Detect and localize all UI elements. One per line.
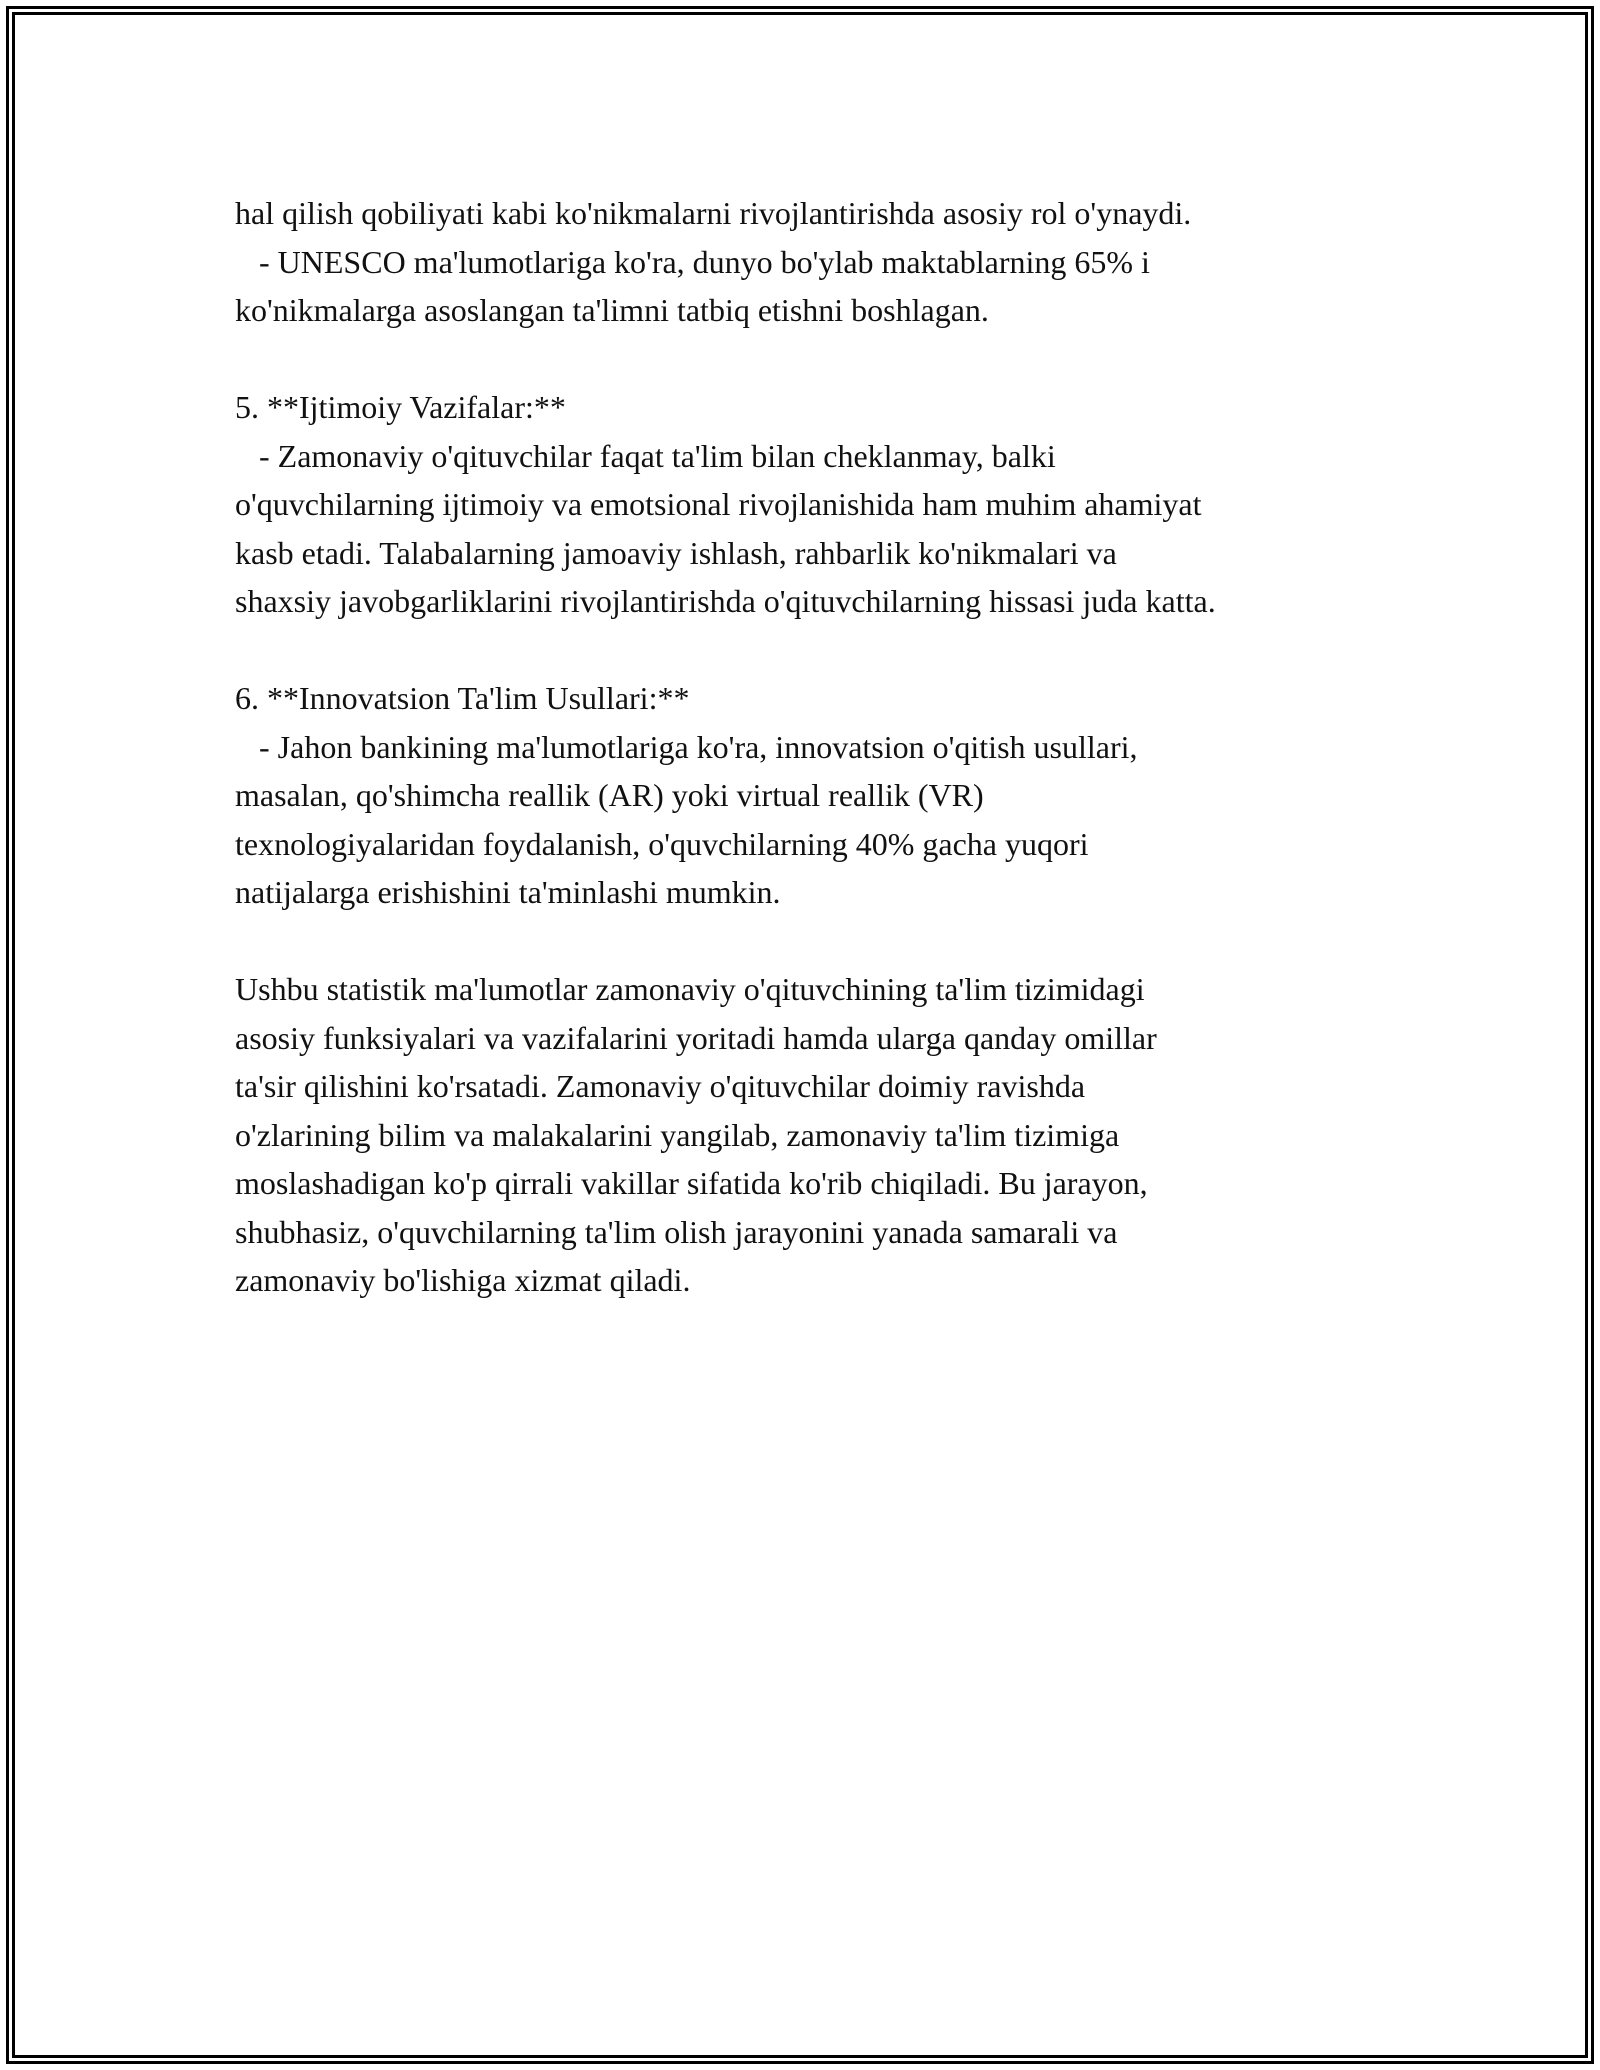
conclusion-paragraph [235,965,1385,1305]
document-body [235,189,1385,1305]
continuation-paragraph [235,189,1385,335]
text-line: zamonaviy bo'lishiga xizmat qiladi. [235,1262,691,1298]
paragraph-spacer [235,335,1385,384]
text-line: ko'nikmalarga asoslangan ta'limni tatbiq etishni boshlagan. [235,292,989,328]
text-line: - UNESCO ma'lumotlariga ko'ra, dunyo bo'ylab maktablarning 65% i [235,243,1150,280]
section-6 [235,674,1385,917]
text-line: texnologiyalaridan foydalanish, o'quvchilarning 40% gacha yuqori [235,825,1089,862]
paragraph-spacer [235,626,1385,675]
text-line: moslashadigan ko'p qirrali vakillar sifatida ko'rib chiqiladi. Bu jarayon, [235,1165,1148,1201]
text-line: masalan, qo'shimcha reallik (AR) yoki virtual reallik (VR) [235,777,984,813]
text-line: - Jahon bankining ma'lumotlariga ko'ra, innovatsion o'qitish usullari, [235,728,1138,765]
text-line: hal qilish qobiliyati kabi ko'nikmalarni rivojlantirishda asosiy rol o'ynaydi. [235,195,1192,231]
text-line: ta'sir qilishini ko'rsatadi. Zamonaviy o'qituvchilar doimiy ravishda [235,1068,1086,1104]
paragraph-spacer [235,917,1385,966]
text-line: shubhasiz, o'quvchilarning ta'lim olish jarayonini yanada samarali va [235,1213,1118,1250]
section-5 [235,383,1385,626]
text-line: natijalarga erishishini ta'minlashi mumkin. [235,874,781,910]
section-heading: 6. **Innovatsion Ta'lim Usullari:** [235,680,690,716]
text-line: o'zlarining bilim va malakalarini yangilab, zamonaviy ta'lim tizimiga [235,1116,1120,1153]
text-line: shaxsiy javobgarliklarini rivojlantirishda o'qituvchilarning hissasi juda katta. [235,583,1216,619]
text-line: asosiy funksiyalari va vazifalarini yoritadi hamda ularga qanday omillar [235,1019,1157,1056]
section-heading: 5. **Ijtimoiy Vazifalar:** [235,389,566,425]
text-line: - Zamonaviy o'qituvchilar faqat ta'lim bilan cheklanmay, balki [235,437,1056,474]
text-line: Ushbu statistik ma'lumotlar zamonaviy o'qituvchining ta'lim tizimidagi [235,971,1145,1007]
text-line: o'quvchilarning ijtimoiy va emotsional rivojlanishida ham muhim ahamiyat [235,486,1202,522]
text-line: kasb etadi. Talabalarning jamoaviy ishlash, rahbarlik ko'nikmalari va [235,534,1117,571]
